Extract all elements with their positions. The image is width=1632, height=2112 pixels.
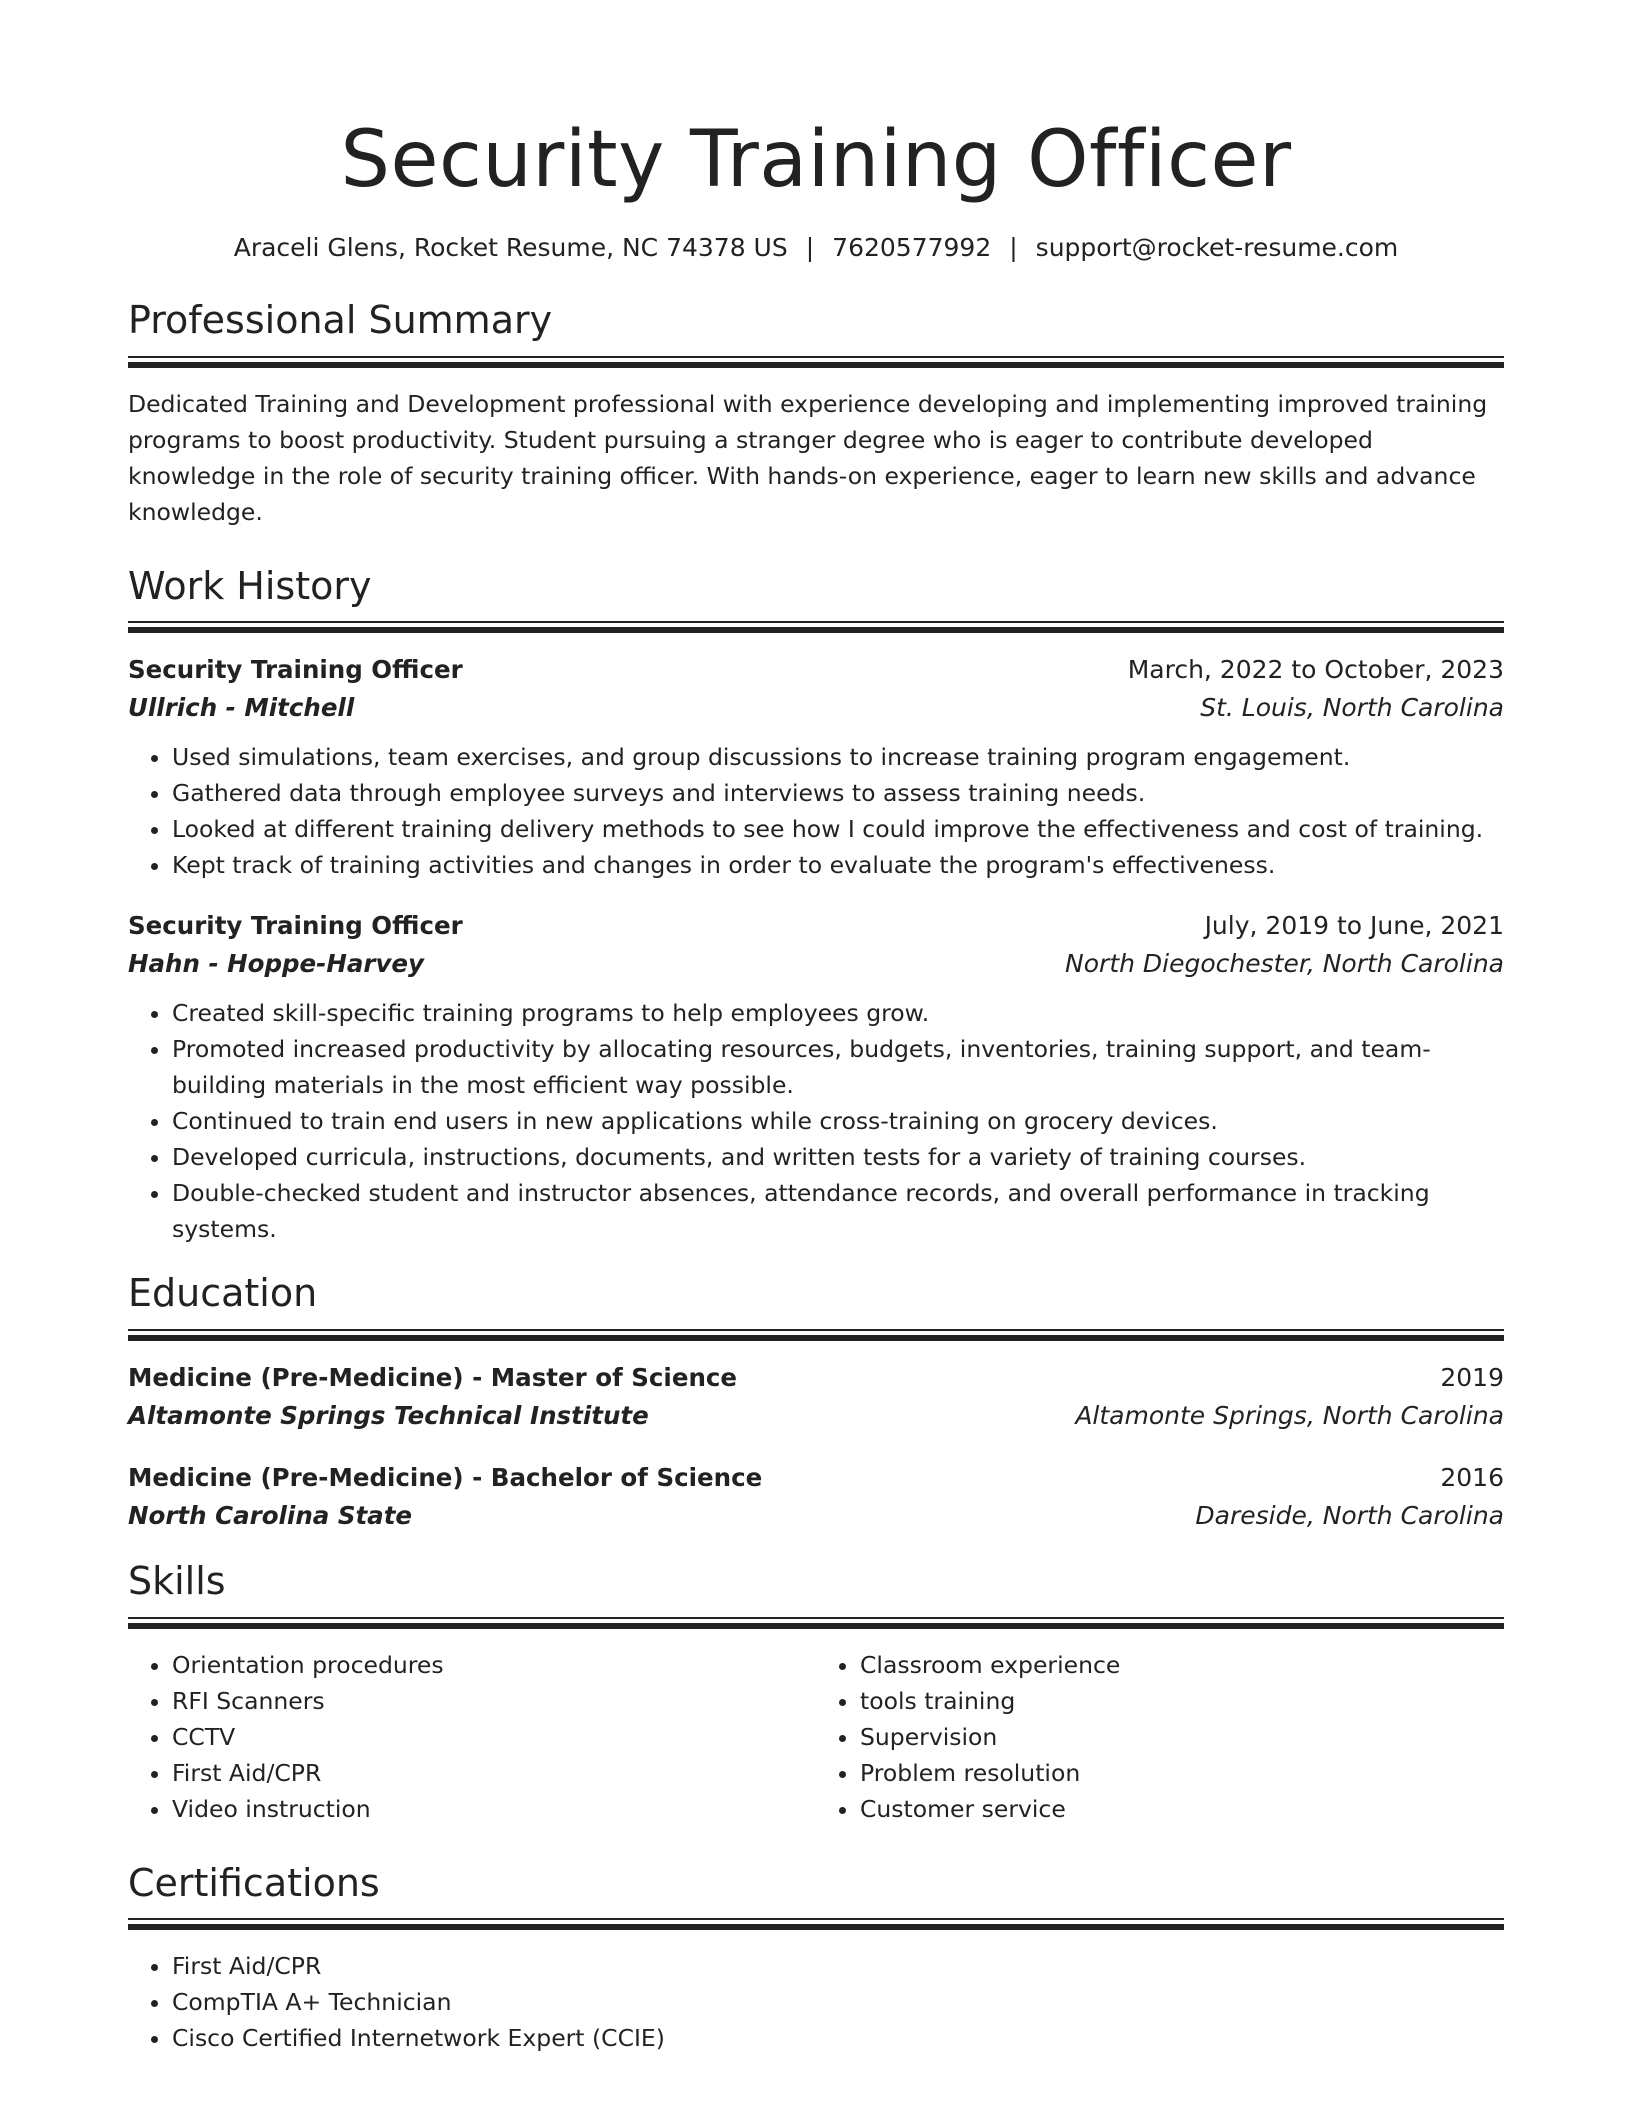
contact-separator: |	[805, 232, 815, 262]
list-item: • Customer service	[860, 1791, 1504, 1827]
list-item: • tools training	[860, 1683, 1504, 1719]
section-divider	[128, 1329, 1504, 1341]
list-item: • Promoted increased productivity by allocating resources, budgets, inventories, training support, and team-building materials in the most efficient way possible.	[172, 1031, 1504, 1103]
section-heading-certifications: Certifications	[128, 1860, 380, 1905]
education-location: Dareside, North Carolina	[1195, 1501, 1504, 1531]
education-school: Altamonte Springs Technical Institute	[128, 1401, 649, 1431]
section-divider	[128, 1918, 1504, 1930]
summary-text: Dedicated Training and Development professional with experience developing and implementing improved training programs to boost productivity. Student pursuing a stranger degree who is eager to contribute developed knowledge in the role of security training officer. With hands-on experience, eager to learn new skills and advance knowledge.	[128, 389, 1488, 526]
section-education	[128, 1271, 1504, 1535]
job-dates: July, 2019 to June, 2021	[1204, 911, 1504, 941]
list-item: • Cisco Certified Internetwork Expert (CCIE)	[172, 2020, 1504, 2056]
education-school-row	[128, 1397, 1504, 1435]
section-heading-summary: Professional Summary	[128, 298, 553, 343]
education-entry	[128, 1459, 1504, 1535]
section-certifications	[128, 1861, 1504, 2057]
list-item: • Problem resolution	[860, 1755, 1504, 1791]
education-school-row	[128, 1497, 1504, 1535]
education-header-row	[128, 1459, 1504, 1497]
list-item: • Created skill-specific training programs to help employees grow.	[172, 995, 1504, 1031]
list-item: • RFI Scanners	[172, 1683, 816, 1719]
job-location: St. Louis, North Carolina	[1200, 693, 1504, 723]
job-bullets	[128, 739, 1504, 883]
job-title: Security Training Officer	[128, 655, 463, 685]
job-company-row	[128, 689, 1504, 727]
education-header-row	[128, 1359, 1504, 1397]
job-entry	[128, 907, 1504, 1247]
job-header-row	[128, 907, 1504, 945]
contact-line	[128, 232, 1504, 265]
contact-address: Araceli Glens, Rocket Resume, NC 74378 US	[233, 232, 788, 262]
resume-title: Security Training Officer	[340, 115, 1292, 205]
section-heading-education: Education	[128, 1271, 318, 1316]
section-heading-work-history: Work History	[128, 563, 372, 608]
education-degree: Medicine (Pre-Medicine) - Bachelor of Science	[128, 1463, 763, 1493]
section-summary	[128, 298, 1504, 530]
education-location: Altamonte Springs, North Carolina	[1075, 1401, 1504, 1431]
list-item: • CCTV	[172, 1719, 816, 1755]
list-item: • Looked at different training delivery methods to see how I could improve the effectiveness and cost of training.	[172, 811, 1504, 847]
section-heading-skills: Skills	[128, 1559, 226, 1604]
skills-grid	[128, 1647, 1504, 1827]
contact-phone: 7620577992	[832, 232, 992, 262]
education-year: 2016	[1440, 1463, 1504, 1493]
list-item: • Video instruction	[172, 1791, 816, 1827]
section-divider	[128, 356, 1504, 368]
contact-email[interactable]: support@rocket-resume.com	[1035, 232, 1399, 262]
contact-separator: |	[1009, 232, 1018, 262]
education-entry	[128, 1359, 1504, 1435]
list-item: • First Aid/CPR	[172, 1948, 1504, 1984]
list-item: • CompTIA A+ Technician	[172, 1984, 1504, 2020]
job-header-row	[128, 651, 1504, 689]
list-item: • Kept track of training activities and changes in order to evaluate the program's effectiveness.	[172, 847, 1504, 883]
job-company: Ullrich - Mitchell	[128, 693, 355, 723]
list-item: • First Aid/CPR	[172, 1755, 816, 1791]
list-item: • Double-checked student and instructor absences, attendance records, and overall performance in tracking systems.	[172, 1175, 1504, 1247]
job-company-row	[128, 945, 1504, 983]
skills-column-right	[816, 1647, 1504, 1827]
education-degree: Medicine (Pre-Medicine) - Master of Science	[128, 1363, 738, 1393]
education-year: 2019	[1440, 1363, 1504, 1393]
list-item: • Supervision	[860, 1719, 1504, 1755]
job-entry	[128, 651, 1504, 883]
list-item: • Classroom experience	[860, 1647, 1504, 1683]
job-dates: March, 2022 to October, 2023	[1127, 655, 1504, 685]
section-divider	[128, 1617, 1504, 1629]
list-item: • Continued to train end users in new applications while cross-training on grocery devices.	[172, 1103, 1504, 1139]
certifications-list	[128, 1948, 1504, 2056]
education-school: North Carolina State	[128, 1501, 413, 1531]
job-location: North Diegochester, North Carolina	[1065, 949, 1504, 979]
list-item: • Gathered data through employee surveys and interviews to assess training needs.	[172, 775, 1504, 811]
section-work-history	[128, 564, 1504, 1248]
list-item: • Developed curricula, instructions, documents, and written tests for a variety of training courses.	[172, 1139, 1504, 1175]
list-item: • Orientation procedures	[172, 1647, 816, 1683]
section-skills	[128, 1559, 1504, 1827]
job-bullets	[128, 995, 1504, 1247]
job-company: Hahn - Hoppe-Harvey	[128, 949, 425, 979]
job-title: Security Training Officer	[128, 911, 463, 941]
section-divider	[128, 621, 1504, 633]
skills-column-left	[128, 1647, 816, 1827]
list-item: • Used simulations, team exercises, and group discussions to increase training program engagement.	[172, 739, 1504, 775]
